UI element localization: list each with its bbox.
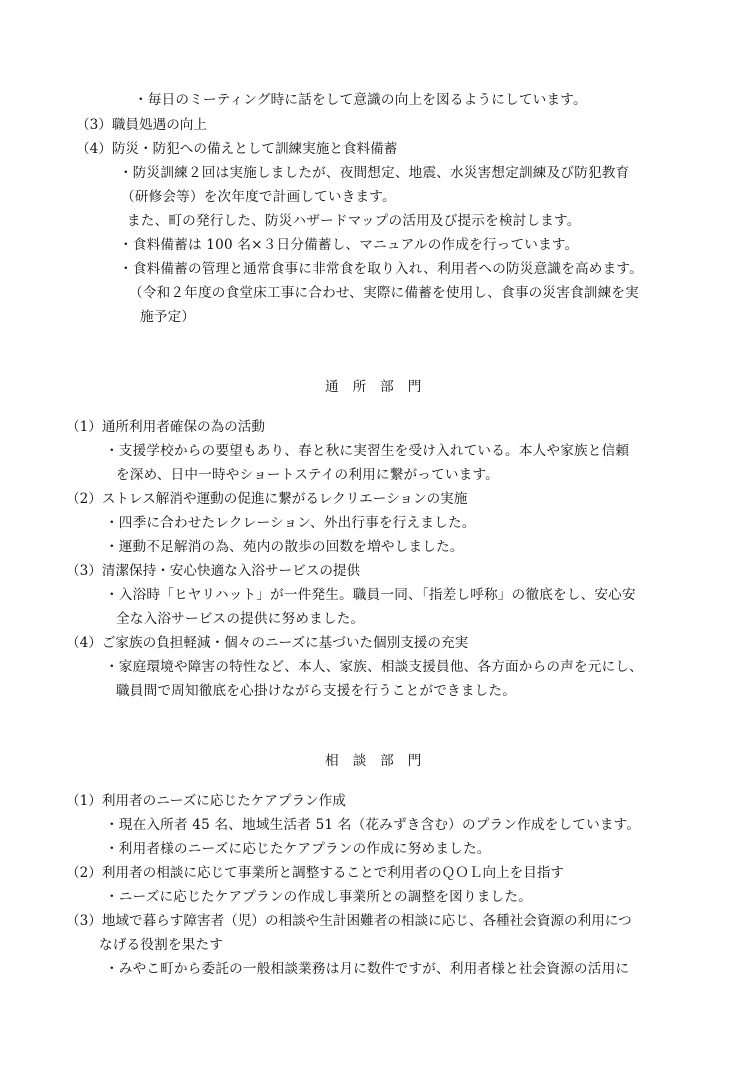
daycare-1-bullet-line-1: ・支援学校からの要望もあり、春と秋に実習生を受け入れている。本人や家族と信頼: [105, 443, 630, 459]
item-heading-daycare-1: （1）通所利用者確保の為の活動: [66, 419, 265, 435]
daycare-4-bullet-line-1: ・家庭環境や障害の特性など、本人、家族、相談支援員他、各方面からの声を元にし、: [105, 659, 643, 675]
bullet-food-stockpile: ・食料備蓄は 100 名×３日分備蓄し、マニュアルの作成を行っています。: [119, 237, 579, 253]
item-heading-daycare-4: （4）ご家族の負担軽減・個々のニーズに基づいた個別支援の充実: [66, 635, 469, 651]
item-heading-consult-3-line-1: （3）地域で暮らす障害者（児）の相談や生計困難者の相談に応じ、各種社会資源の利用につ: [66, 913, 632, 929]
bullet-drill-line-2: （研修会等）を次年度で計画していきます。: [121, 189, 396, 205]
daycare-1-bullet-line-2: を深め、日中一時やショートステイの利用に繋がっています。: [116, 467, 499, 483]
section-title-daycare: 通所部門: [325, 379, 436, 395]
bullet-daily-meeting: ・毎日のミーティング時に話をして意識の向上を図るようにしています。: [134, 92, 587, 108]
item-heading-staff-treatment: （3）職員処遇の向上: [76, 117, 207, 133]
bullet-emergency-food-line-3: 施予定）: [140, 309, 196, 325]
daycare-2-bullet-1: ・四季に合わせたレクレーション、外出行事を行えました。: [105, 515, 476, 531]
item-heading-daycare-3: （3）清潔保持・安心快適な入浴サービスの提供: [66, 563, 361, 579]
hazard-map-line: また、町の発行した、防災ハザードマップの活用及び提示を検討します。: [127, 213, 581, 229]
bullet-drill-line-1: ・防災訓練２回は実施しましたが、夜間想定、地震、水災害想定訓練及び防犯教育: [119, 165, 630, 181]
bullet-emergency-food-line-1: ・食料備蓄の管理と通常食事に非常食を取り入れ、利用者への防災意識を高めます。: [119, 261, 643, 277]
item-heading-consult-3-line-2: なげる役割を果たす: [99, 937, 224, 953]
item-heading-consult-2: （2）利用者の相談に応じて事業所と調整することで利用者のＱＯＬ向上を目指す: [66, 865, 565, 881]
consult-1-bullet-1: ・現在入所者 45 名、地域生活者 51 名（花みずき含む）のプラン作成をしています。: [105, 817, 641, 833]
item-heading-daycare-2: （2）ストレス解消や運動の促進に繋がるレクリエーションの実施: [66, 491, 468, 507]
consult-3-bullet-1: ・みやこ町から委託の一般相談業務は月に数件ですが、利用者様と社会資源の活用に: [105, 961, 630, 977]
consult-1-bullet-2: ・利用者様のニーズに応じたケアプランの作成に努めました。: [105, 841, 491, 857]
daycare-3-bullet-line-1: ・入浴時「ヒヤリハット」が一件発生。職員一同、「指差し呼称」の徹底をし、安心安: [105, 587, 636, 603]
section-title-consultation: 相談部門: [325, 753, 436, 769]
item-heading-consult-1: （1）利用者のニーズに応じたケアプラン作成: [66, 793, 346, 809]
daycare-2-bullet-2: ・運動不足解消の為、苑内の散歩の回数を増やしました。: [105, 539, 464, 555]
item-heading-disaster-prevention: （4）防災・防犯への備えとして訓練実施と食料備蓄: [76, 141, 398, 157]
consult-2-bullet-1: ・ニーズに応じたケアプランの作成し事業所との調整を図りました。: [105, 889, 532, 905]
daycare-4-bullet-line-2: 職員間で周知徹底を心掛けながら支援を行うことができました。: [116, 683, 517, 699]
daycare-3-bullet-line-2: 全な入浴サービスの提供に努めました。: [116, 611, 365, 627]
bullet-emergency-food-line-2: （令和２年度の食堂床工事に合わせ、実際に備蓄を使用し、食事の災害食訓練を実: [129, 285, 639, 301]
